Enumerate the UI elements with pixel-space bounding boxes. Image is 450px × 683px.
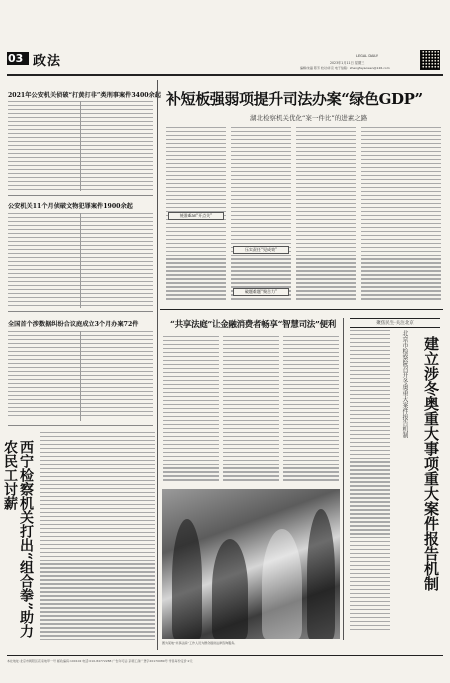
- date-line: 2023年1月11日 星期三: [330, 61, 365, 65]
- col-divider: [80, 331, 81, 421]
- editor-line: 编辑/朱磊 陈芳 校对/许克 电子信箱：zhengfayaowen@126.com: [300, 66, 390, 70]
- sidebar-feature-body: [40, 432, 155, 647]
- lead-headline: 补短板强弱项提升司法办案“绿色GDP”: [166, 90, 423, 108]
- photo-figure: [262, 529, 302, 639]
- lead-subbox-2: 压实责任“见成效”: [233, 246, 289, 254]
- lead-body-col3: [296, 127, 356, 305]
- center-body-col2: [223, 336, 279, 484]
- column-separator: [157, 80, 158, 650]
- photo-figure: [307, 509, 335, 639]
- right-headline: 建立涉冬奥重大事项重大案件报告机制: [422, 336, 440, 591]
- qr-code: [420, 50, 440, 70]
- page-number: 03: [8, 52, 24, 65]
- footer-text: 本社地址:北京市朝阳区花家地甲一号 邮政编码:100102 电话:010-84772288 广告许可证:京朝工商广登字20170089号 零售每份定价:2元: [7, 659, 193, 663]
- masthead-rule: [7, 74, 443, 76]
- right-subheadline: 北京市检察院召开冬奥重大案件报告机制: [401, 330, 408, 438]
- photo-figure: [212, 539, 248, 639]
- center-body-col1: [163, 336, 219, 484]
- legal-daily-label: LEGAL DAILY: [356, 54, 379, 58]
- lead-body-col2: [231, 127, 291, 305]
- column-separator: [343, 318, 344, 640]
- section-name: 政法: [33, 54, 62, 69]
- photo-caption: 图为某地“共享法庭”工作人员为群众提供法律咨询服务。: [162, 641, 238, 645]
- right-kicker: 聚焦民生·关注北京: [350, 318, 440, 328]
- right-body: [350, 330, 390, 635]
- sidebar-feature-headline: 西宁检察机关打出“组合拳”助力农民工讨薪: [2, 440, 34, 639]
- news-photo: [162, 489, 340, 639]
- lead-bottom-rule: [160, 309, 443, 310]
- lead-subbox-3: 破题难题“聚合力”: [233, 288, 289, 296]
- divider: [8, 311, 153, 312]
- divider: [8, 425, 153, 426]
- top-left-headline: 2021年公安机关侦破“打黄打非”类刑事案件3400余起: [8, 92, 161, 99]
- photo-figure: [172, 519, 202, 639]
- center-feature-headline: “共享法庭”让金融消费者畅享“智慧司法”便利: [170, 320, 336, 330]
- lead-subbox-1: 统准dian“开点关”: [168, 212, 224, 220]
- lead-body-col4: [361, 127, 441, 305]
- center-body-col3: [283, 336, 339, 484]
- footer-rule: [7, 655, 443, 656]
- divider: [8, 195, 153, 196]
- col-divider: [80, 213, 81, 308]
- col-divider: [80, 101, 81, 191]
- left-mid-headline: 公安机关11个月侦破文物犯罪案件1900余起: [8, 203, 133, 210]
- lead-subheadline: 湖北检察机关优化“案一件比”的进素之路: [250, 114, 368, 122]
- left-low-headline: 全国首个涉数据纠纷合议庭成立3个月办案72件: [8, 321, 139, 328]
